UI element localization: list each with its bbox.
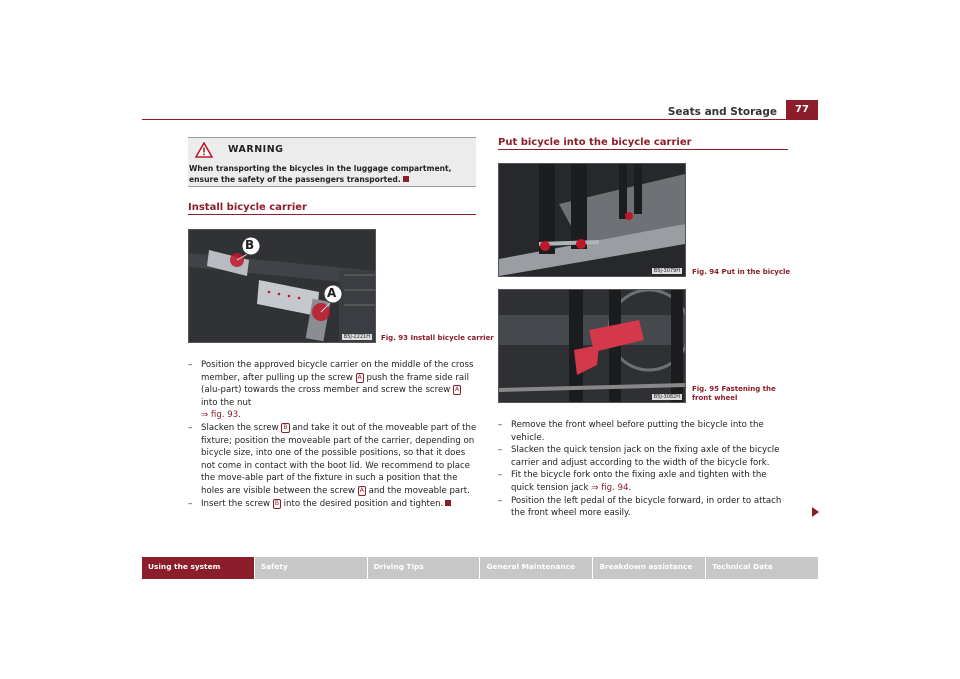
bicycle-fork-illustration <box>499 164 685 276</box>
next-page-arrow-icon[interactable] <box>812 507 819 517</box>
footer-navigation <box>142 557 818 579</box>
badge-a: A <box>455 386 460 394</box>
figure-label-a: A <box>327 286 337 300</box>
bicycle-carrier-illustration <box>189 230 375 342</box>
badge-b: B <box>274 499 279 507</box>
end-mark-icon <box>445 500 451 506</box>
end-mark-icon <box>403 176 409 182</box>
figure-94-code: B5J-3079H <box>653 268 680 274</box>
running-header-title: Seats and Storage <box>667 106 777 118</box>
warning-text: When transporting the bicycles in the luggage compartment, ensure the safety of the passengers transported. <box>189 164 452 184</box>
list-item: – Position the left pedal of the bicycle forward, in order to attach the front wheel more easily. <box>498 495 782 519</box>
figure-93-caption: Fig. 93 Install bicycle carrier <box>381 334 494 342</box>
tab-driving-tips[interactable]: Driving Tips <box>368 557 480 579</box>
figure-reference-link[interactable]: ⇒ fig. 94 <box>591 482 629 493</box>
badge-b: B <box>283 423 288 431</box>
warning-box <box>188 137 476 187</box>
list-item: – Insert the screw B into the desired position and tighten. <box>188 498 478 511</box>
list-item: – Remove the front wheel before putting the bicycle into the vehicle. <box>498 420 764 443</box>
section-title-install: Install bicycle carrier <box>188 202 307 213</box>
tab-general-maintenance[interactable]: General Maintenance <box>480 557 592 579</box>
figure-label-b: B <box>245 238 255 252</box>
figure-94-image <box>498 163 686 277</box>
warning-title: WARNING <box>228 144 284 155</box>
header-rule <box>142 119 818 120</box>
page-number: 77 <box>786 100 818 119</box>
badge-a: A <box>359 486 364 494</box>
section-rule-install <box>188 214 476 215</box>
figure-95-image <box>498 289 686 403</box>
list-item: – Position the approved bicycle carrier on the middle of the cross member, after pulling up the screw A push the frame side rail (alu-part) towards the cross member and screw the screw A into the nut ⇒ fig. 93. <box>188 360 474 421</box>
list-item: – Slacken the quick tension jack on the fixing axle of the bicycle carrier and adjust according to the width of the bicycle fork. <box>498 445 780 468</box>
section-title-put: Put bicycle into the bicycle carrier <box>498 137 692 148</box>
figure-95-caption: Fig. 95 Fastening the front wheel <box>692 385 776 402</box>
figure-reference-link[interactable]: ⇒ fig. 93 <box>201 410 239 421</box>
section-rule-put <box>498 149 788 150</box>
figure-95-code: B5J-3082H <box>653 394 680 400</box>
tab-breakdown-assistance[interactable]: Breakdown assistance <box>593 557 705 579</box>
list-item: – Slacken the screw B and take it out of the moveable part of the fixture; position the moveable part of the carrier, depending on bicycle size, into one of the possible positions, so that it does not come in contact with the boot lid. We recommend to place the move-able part of the fixture in such a position that the holes are visible between the screw A and the moveable part. <box>188 422 477 496</box>
list-item: – Fit the bicycle fork onto the fixing axle and tighten with the quick tension jack ⇒ fig. 94. <box>498 470 767 493</box>
front-wheel-fastening-illustration <box>499 290 685 402</box>
figure-94-caption: Fig. 94 Put in the bicycle <box>692 268 791 276</box>
figure-93-image <box>188 229 376 343</box>
warning-triangle-icon <box>195 142 213 158</box>
figure-93-code: B5J-2221H <box>343 334 370 340</box>
install-steps <box>188 359 478 510</box>
tab-using-the-system[interactable]: Using the system <box>142 557 254 579</box>
tab-technical-data[interactable]: Technical Data <box>706 557 818 579</box>
badge-a: A <box>357 373 362 381</box>
tab-safety[interactable]: Safety <box>255 557 367 579</box>
put-steps <box>498 419 790 520</box>
